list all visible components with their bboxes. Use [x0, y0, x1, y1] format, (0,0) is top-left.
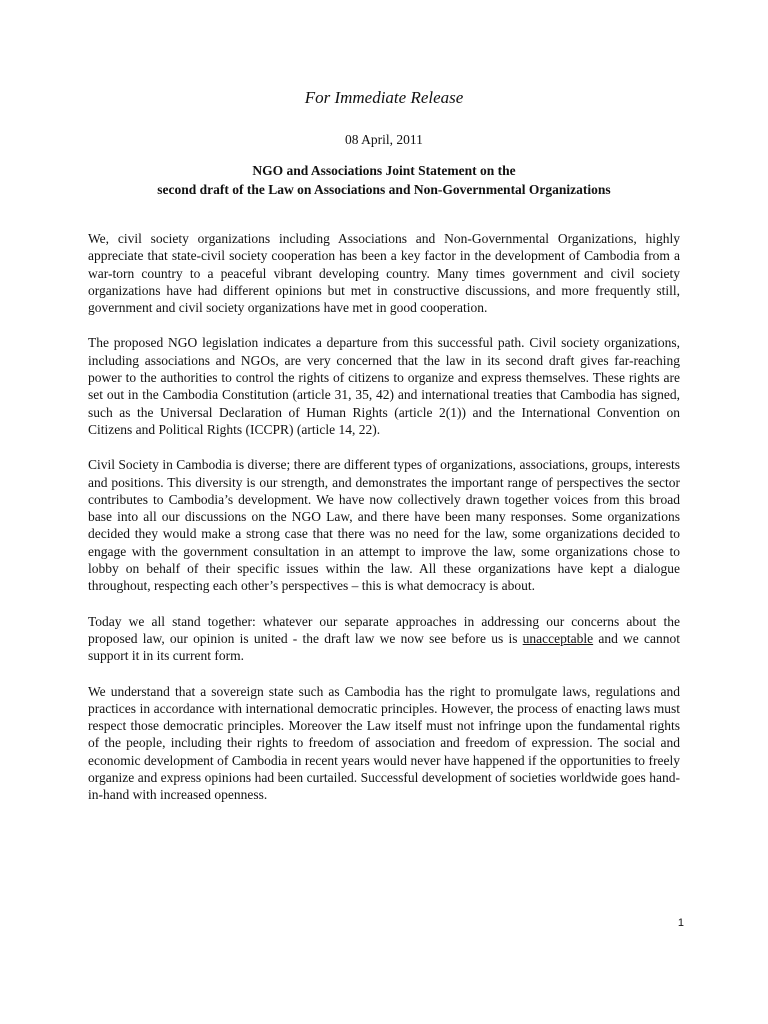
title-line-1: NGO and Associations Joint Statement on the [252, 163, 516, 178]
unacceptable-emphasis: unacceptable [522, 630, 594, 646]
paragraph-3: Civil Society in Cambodia is diverse; there are different types of organizations, associations, groups, interests and positions. This diversity is our strength, and demonstrates the important range of perspectives the sector contributes to Cambodia’s development. We have now collectively drawn together voices from this broad base into all our discussions on the NGO Law, and there have been many responses. Some organizations decided they would make a strong case that there was no need for the law, some organizations decided to engage with the government consultation in an attempt to improve the law, some organizations chose to lobby on behalf of their specific issues within the law. All these organizations have kept a dialogue throughout, respecting each other’s perspectives – this is what democracy is about. [88, 457, 680, 594]
page-number: 1 [677, 917, 684, 929]
paragraph-2: The proposed NGO legislation indicates a departure from this successful path. Civil society organizations, including associations and NGOs, are very concerned that the law in its second draft gives far-reaching power to the authorities to control the rights of citizens to organize and express themselves. These rights are set out in the Cambodia Constitution (article 31, 35, 42) and international treaties that Cambodia has signed, such as the Universal Declaration of Human Rights (article 2(1)) and the International Convention on Citizens and Political Rights (ICCPR) (article 14, 22). [88, 335, 680, 437]
paragraph-4-text-end: and we cannot support it in its current form. [88, 630, 681, 664]
release-heading: For Immediate Release [304, 88, 464, 107]
release-date: 08 April, 2011 [345, 132, 423, 147]
paragraph-1: We, civil society organizations including Associations and Non-Governmental Organizations, highly appreciate that state-civil society cooperation has been a key factor in the development of Cambodia from a war-torn country to a peaceful vibrant developing country. Many times government and civil society organizations have had different opinions but met in constructive discussions, and more frequently still, government and civil society organizations have met in good cooperation. [88, 231, 680, 316]
paragraph-4-text-start: Today we all stand together: whatever our separate approaches in addressing our concerns about the proposed law, our opinion is united - the draft law we now see before us is [88, 613, 680, 646]
paragraph-4 [88, 613, 680, 665]
statement-body [88, 230, 680, 822]
title-line-2: second draft of the Law on Associations and Non-Governmental Organizations [157, 182, 611, 197]
paragraph-5: We understand that a sovereign state such as Cambodia has the right to promulgate laws, regulations and practices in accordance with international democratic principles. However, the process of enacting laws must respect those democratic principles. Moreover the Law itself must not infringe upon the fundamental rights of the people, including their rights to freedom of association and freedom of expression. The social and economic development of Cambodia in recent years would never have happened if the opportunities to freely organize and express opinions had been curtailed. Successful development of societies worldwide goes hand-in-hand with increased openness. [88, 683, 680, 803]
statement-title [0, 161, 768, 199]
